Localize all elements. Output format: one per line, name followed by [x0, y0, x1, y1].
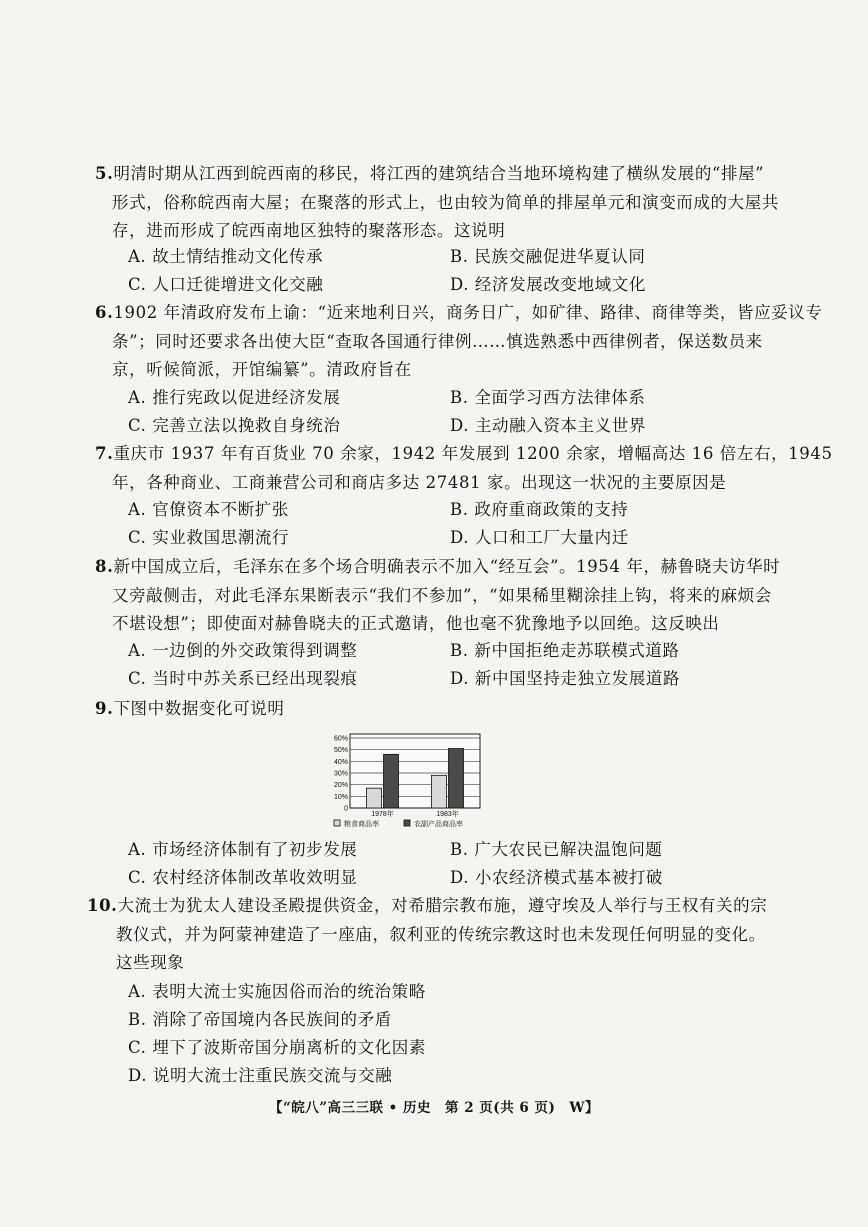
question-9	[95, 695, 735, 724]
question-10-option-b[interactable]: B. 消除了帝国境内各民族间的矛盾	[128, 1010, 392, 1029]
question-5-line-2: 形式，俗称皖西南大屋；在聚落的形式上，也由较为简单的排屋单元和演变而成的大屋共	[112, 192, 779, 212]
question-10-line-1: 10.大流士为犹太人建设圣殿提供资金，对希腊宗教布施，遵守埃及人举行与王权有关的宗	[87, 896, 768, 915]
question-8-option-b[interactable]: B. 新中国拒绝走苏联模式道路	[450, 641, 680, 660]
chart-legend-label: 粮食商品率	[344, 821, 379, 828]
question-6-option-d[interactable]: D. 主动融入资本主义世界	[450, 416, 646, 435]
question-8-option-c[interactable]: C. 当时中苏关系已经出现裂痕	[128, 669, 358, 688]
question-7-option-c[interactable]: C. 实业救国思潮流行	[128, 528, 290, 547]
chart-x-tick-label: 1978年	[371, 811, 394, 818]
question-5-option-a[interactable]: A. 故土情结推动文化传承	[128, 247, 324, 266]
question-9-option-d[interactable]: D. 小农经济模式基本被打破	[450, 868, 664, 887]
question-9-option-b[interactable]: B. 广大农民已解决温饱问题	[450, 840, 663, 859]
question-7-number: 7.	[95, 444, 114, 463]
question-6-line-1: 6.1902 年清政府发布上谕：“近来地利日兴，商务日广，如矿律、路律、商律等类，皆应妥议专	[95, 303, 823, 322]
question-5-line-1: 5.明清时期从江西到皖西南的移民，将江西的建筑结合当地环境构建了横纵发展的“排屋”	[95, 164, 765, 183]
chart-y-tick-label: 10%	[333, 793, 348, 801]
question-9-option-c[interactable]: C. 农村经济体制改革收效明显	[128, 868, 358, 887]
question-5-option-d[interactable]: D. 经济发展改变地域文化	[450, 275, 646, 294]
question-7-option-d[interactable]: D. 人口和工厂大量内迁	[450, 528, 629, 547]
question-8-line-2: 又旁敲侧击，对此毛泽东果断表示“我们不参加”，“如果稀里糊涂挂上钩，将来的麻烦会	[112, 585, 772, 605]
question-6-option-b[interactable]: B. 全面学习西方法律体系	[450, 388, 646, 407]
chart-svg	[330, 728, 490, 832]
question-6	[95, 299, 823, 385]
question-9-option-a[interactable]: A. 市场经济体制有了初步发展	[128, 840, 358, 859]
question-6-line-2: 条”；同时还要求各出使大臣“查取各国通行律例……慎选熟悉中西律例者，保送数员来	[112, 331, 763, 351]
question-5-line-3: 存，进而形成了皖西南地区独特的聚落形态。这说明	[112, 221, 506, 240]
question-5	[95, 160, 779, 246]
question-6-number: 6.	[95, 303, 114, 322]
question-10-option-a[interactable]: A. 表明大流士实施因俗而治的统治策略	[128, 982, 426, 1001]
chart-bar	[367, 788, 382, 808]
commodity-rate-chart	[330, 728, 490, 832]
question-9-number: 9.	[95, 699, 114, 718]
chart-bar	[384, 754, 399, 808]
question-9-line-1: 9.下图中数据变化可说明	[95, 699, 285, 718]
chart-x-tick-label: 1983年	[436, 811, 459, 818]
question-6-option-c[interactable]: C. 完善立法以挽救自身统治	[128, 416, 341, 435]
question-8	[95, 553, 781, 639]
question-5-option-b[interactable]: B. 民族交融促进华夏认同	[450, 247, 646, 266]
question-10	[87, 892, 768, 978]
question-5-number: 5.	[95, 164, 114, 183]
question-6-option-a[interactable]: A. 推行宪政以促进经济发展	[128, 388, 341, 407]
chart-y-tick-label: 30%	[333, 770, 348, 778]
question-8-number: 8.	[95, 557, 114, 576]
chart-y-tick-label: 60%	[333, 735, 348, 743]
question-10-line-2: 教仪式，并为阿蒙神建造了一座庙，叙利亚的传统宗教这时也未发现任何明显的变化。	[116, 924, 766, 944]
question-7	[95, 440, 833, 497]
chart-legend-label: 农副产品商品率	[414, 821, 463, 828]
question-8-line-3: 不堪设想”；即使面对赫鲁晓夫的正式邀请，他也毫不犹豫地予以回绝。这反映出	[112, 614, 720, 633]
question-5-option-c[interactable]: C. 人口迁徙增进文化交融	[128, 275, 324, 294]
chart-y-tick-label: 0	[344, 805, 348, 813]
question-7-line-2: 年，各种商业、工商兼营公司和商店多达 27481 家。出现这一状况的主要原因是	[112, 472, 727, 492]
question-8-line-1: 8.新中国成立后，毛泽东在多个场合明确表示不加入“经互会”。1954 年，赫鲁晓夫访华时	[95, 557, 781, 576]
page-footer: 【“皖八”高三三联 • 历史 第 2 页(共 6 页) W】	[268, 1100, 600, 1116]
chart-legend-swatch	[404, 820, 410, 826]
question-10-number: 10.	[87, 896, 118, 915]
chart-y-tick-label: 20%	[333, 782, 348, 790]
question-10-option-d[interactable]: D. 说明大流士注重民族交流与交融	[128, 1066, 393, 1085]
chart-y-tick-label: 50%	[333, 747, 348, 755]
question-10-line-3: 这些现象	[116, 953, 185, 972]
question-7-option-a[interactable]: A. 官僚资本不断扩张	[128, 500, 290, 519]
chart-y-tick-label: 40%	[333, 758, 348, 766]
question-8-option-a[interactable]: A. 一边倒的外交政策得到调整	[128, 641, 358, 660]
chart-bar	[432, 775, 447, 808]
question-8-option-d[interactable]: D. 新中国坚持走独立发展道路	[450, 669, 681, 688]
chart-legend-swatch	[334, 820, 340, 826]
chart-bar	[449, 749, 464, 809]
question-10-option-c[interactable]: C. 埋下了波斯帝国分崩离析的文化因素	[128, 1038, 426, 1057]
question-6-line-3: 京，听候简派，开馆编纂”。清政府旨在	[112, 360, 412, 379]
question-7-option-b[interactable]: B. 政府重商政策的支持	[450, 500, 629, 519]
question-7-line-1: 7.重庆市 1937 年有百货业 70 余家，1942 年发展到 1200 余家，增幅高达 16 倍左右，1945	[95, 444, 833, 463]
